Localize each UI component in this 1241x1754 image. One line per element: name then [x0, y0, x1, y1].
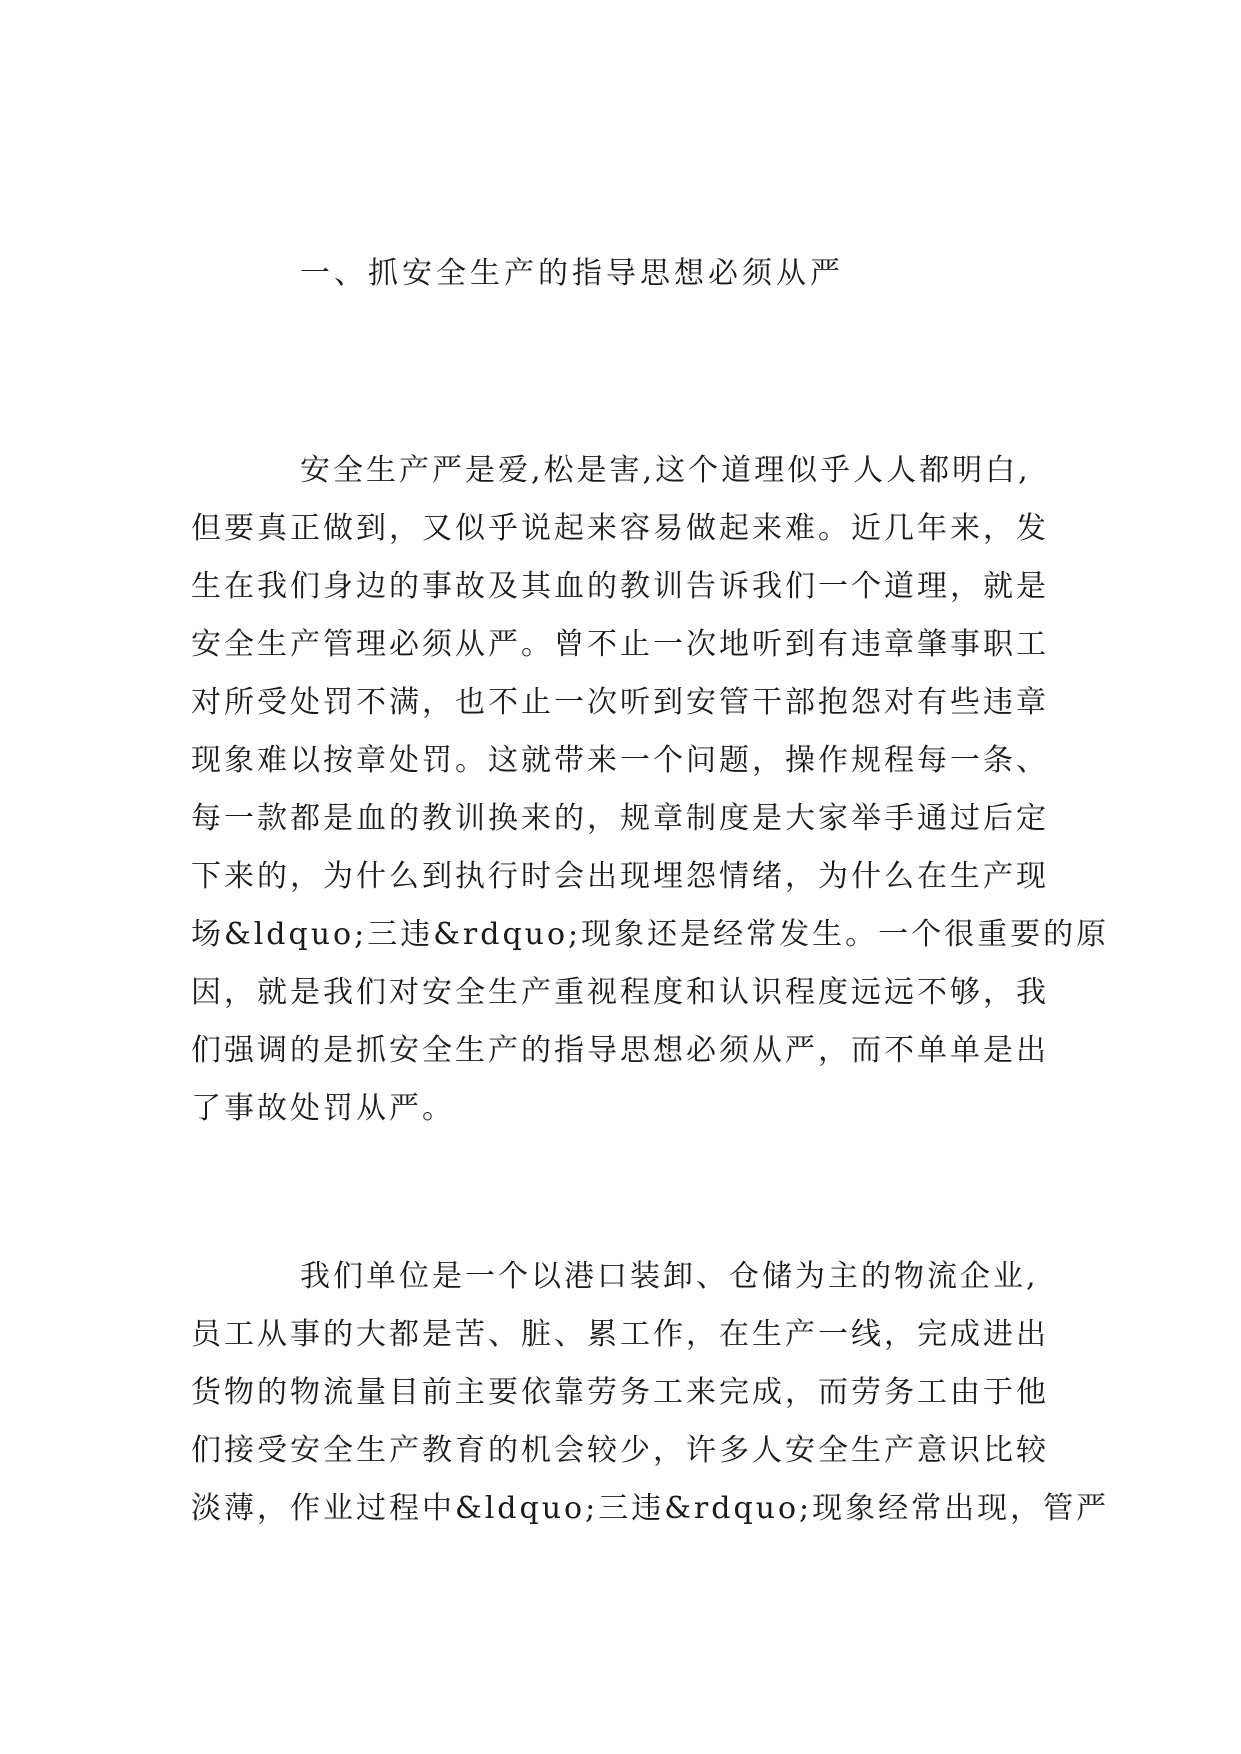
paragraph-line: 们接受安全生产教育的机会较少，许多人安全生产意识比较: [191, 1433, 1049, 1468]
paragraph-line: 每一款都是血的教训换来的，规章制度是大家举手通过后定: [191, 801, 1049, 836]
paragraph-line: 们强调的是抓安全生产的指导思想必须从严，而不单单是出: [191, 1033, 1049, 1068]
paragraph-line: 对所受处罚不满，也不止一次听到安管干部抱怨对有些违章: [191, 685, 1049, 720]
paragraph-line: 因，就是我们对安全生产重视程度和认识程度远远不够，我: [191, 975, 1049, 1010]
paragraph-2: [191, 1248, 1110, 1538]
paragraph-line: 了事故处罚从严。: [191, 1091, 455, 1126]
paragraph-line: 员工从事的大都是苦、脏、累工作，在生产一线，完成进出: [191, 1317, 1049, 1352]
paragraph-line: 生在我们身边的事故及其血的教训告诉我们一个道理，就是: [191, 569, 1049, 604]
paragraph-line: 场&ldquo;三违&rdquo;现象还是经常发生。一个很重要的原: [191, 917, 1110, 952]
section-heading: 一、抓安全生产的指导思想必须从严: [300, 256, 844, 291]
paragraph-line: 现象难以按章处罚。这就带来一个问题，操作规程每一条、: [191, 743, 1049, 778]
paragraph-line: 货物的物流量目前主要依靠劳务工来完成，而劳务工由于他: [191, 1375, 1049, 1410]
paragraph-line: 但要真正做到，又似乎说起来容易做起来难。近几年来，发: [191, 511, 1049, 546]
paragraph-line: 淡薄，作业过程中&ldquo;三违&rdquo;现象经常出现，管严: [191, 1491, 1110, 1526]
paragraph-line: 安全生产严是爱,松是害,这个道理似乎人人都明白,: [300, 453, 1031, 488]
paragraph-1: [191, 442, 1110, 1138]
paragraph-line: 我们单位是一个以港口装卸、仓储为主的物流企业,: [300, 1259, 1039, 1294]
paragraph-line: 安全生产管理必须从严。曾不止一次地听到有违章肇事职工: [191, 627, 1049, 662]
paragraph-line: 下来的，为什么到执行时会出现埋怨情绪，为什么在生产现: [191, 859, 1049, 894]
